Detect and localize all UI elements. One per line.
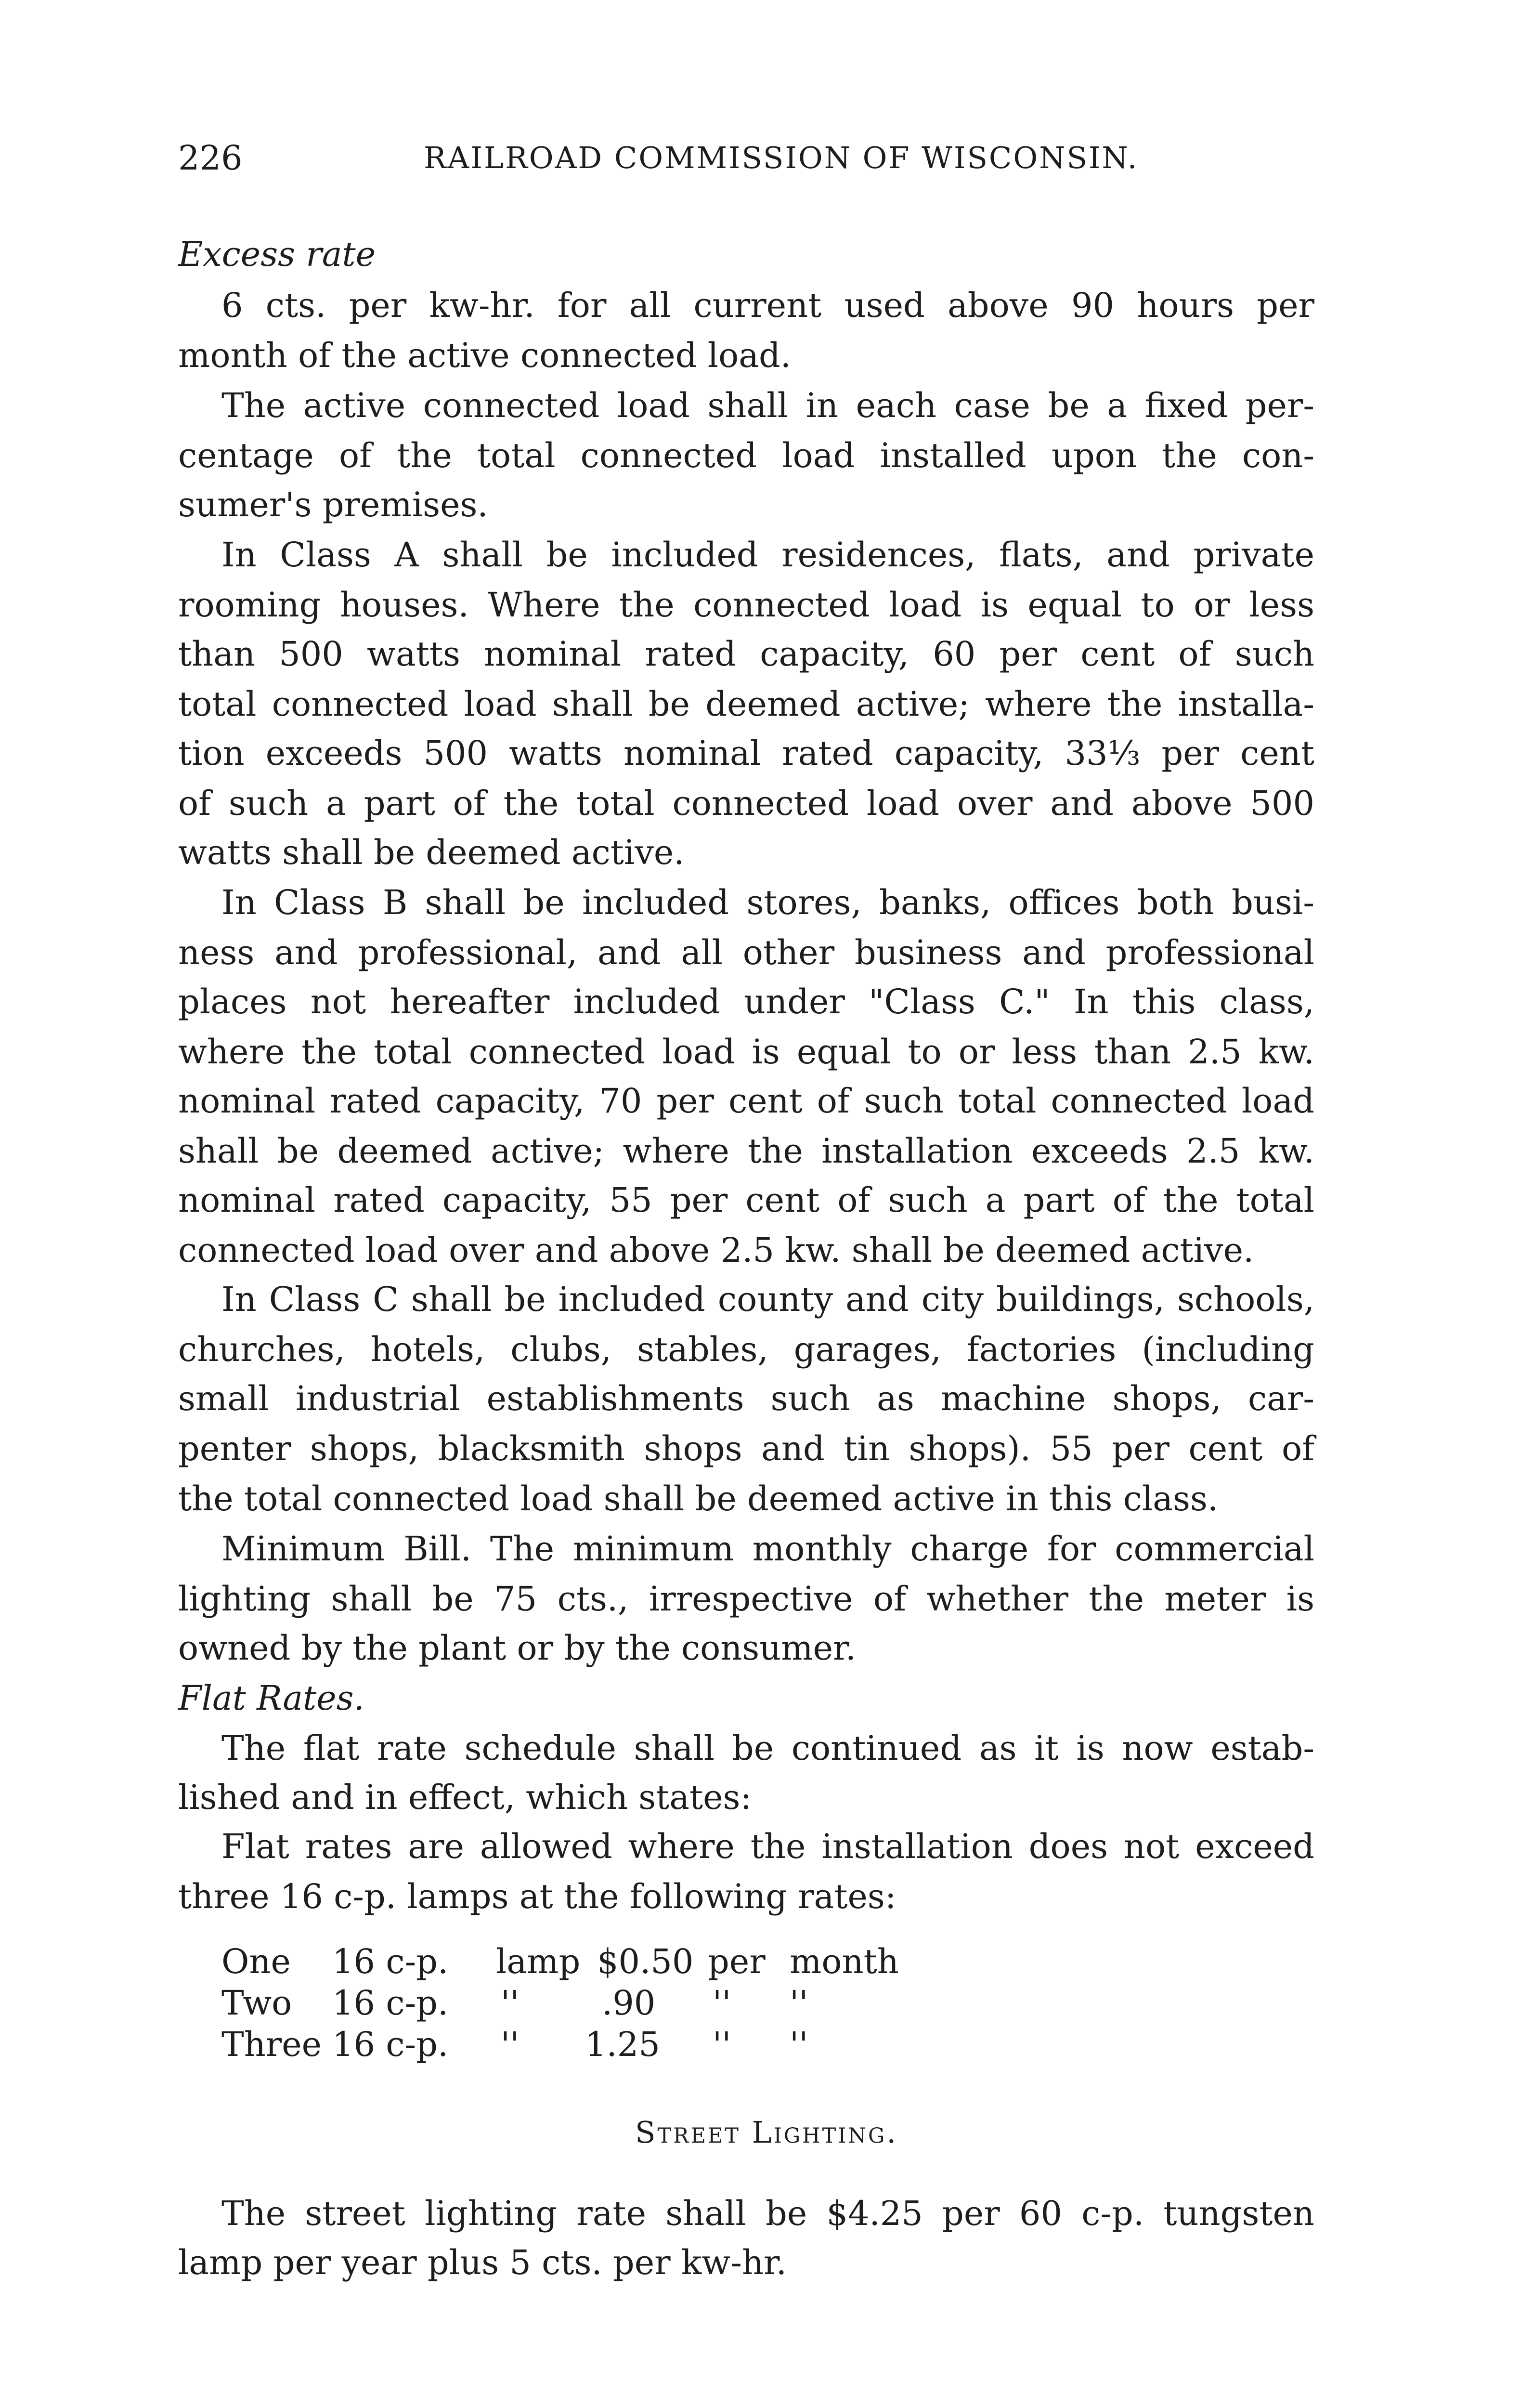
rate-cell: '' [713, 1983, 731, 2023]
running-title: RAILROAD COMMISSION OF WISCONSIN. [424, 140, 1139, 175]
text-line: small industrial establishments such as machine shops, car- [178, 1379, 1314, 1418]
text-line: churches, hotels, clubs, stables, garages, factories (including [178, 1330, 1314, 1369]
rate-cell: lamp [496, 1942, 581, 1981]
rate-cell: .90 [602, 1983, 656, 2023]
text-line: shall be deemed active; where the installation exceeds 2.5 kw. [178, 1131, 1314, 1171]
rate-cell: 16 c-p. [332, 1942, 449, 1981]
text-line: connected load over and above 2.5 kw. shall be deemed active. [178, 1230, 1254, 1270]
rate-cell: per [708, 1942, 766, 1981]
text-line: ness and professional, and all other business and professional [178, 933, 1314, 972]
rate-cell: One [221, 1942, 291, 1981]
text-line: month of the active connected load. [178, 336, 792, 375]
text-line: 6 cts. per kw-hr. for all current used above 90 hours per [221, 286, 1314, 325]
text-line: three 16 c-p. lamps at the following rates: [178, 1877, 896, 1916]
section-heading-flat-rates: Flat Rates. [178, 1678, 364, 1718]
rate-cell: '' [790, 2025, 808, 2064]
rate-cell: 1.25 [585, 2025, 660, 2064]
rate-cell: Three [221, 2025, 322, 2064]
text-line: tion exceeds 500 watts nominal rated capacity, 33⅓ per cent [178, 733, 1314, 773]
text-line: penter shops, blacksmith shops and tin shops). 55 per cent of [178, 1429, 1314, 1468]
text-line: lighting shall be 75 cts., irrespective of whether the meter is [178, 1579, 1314, 1619]
text-line: owned by the plant or by the consumer. [178, 1628, 857, 1668]
text-line: the total connected load shall be deemed active in this class. [178, 1479, 1219, 1518]
text-line: In Class B shall be included stores, banks, offices both busi- [221, 883, 1314, 922]
text-line: lished and in effect, which states: [178, 1778, 752, 1817]
rate-cell: '' [713, 2025, 731, 2064]
text-line: In Class C shall be included county and city buildings, schools, [221, 1280, 1314, 1319]
rate-cell: '' [501, 1983, 520, 2023]
text-line: lamp per year plus 5 cts. per kw-hr. [178, 2243, 787, 2282]
text-line: rooming houses. Where the connected load is equal to or less [178, 585, 1314, 625]
text-line: watts shall be deemed active. [178, 833, 685, 872]
text-line: where the total connected load is equal to or less than 2.5 kw. [178, 1032, 1314, 1072]
text-line: The flat rate schedule shall be continued as it is now estab- [221, 1728, 1314, 1768]
text-line: sumer's premises. [178, 485, 488, 524]
rate-cell: '' [790, 1983, 808, 2023]
text-line: of such a part of the total connected load over and above 500 [178, 784, 1314, 823]
rate-cell: month [790, 1942, 899, 1981]
rate-cell: $0.50 [597, 1942, 694, 1981]
text-line: Minimum Bill. The minimum monthly charge for commercial [221, 1529, 1314, 1569]
text-line: than 500 watts nominal rated capacity, 60 per cent of such [178, 634, 1314, 674]
text-line: In Class A shall be included residences, flats, and private [221, 535, 1314, 575]
text-line: centage of the total connected load installed upon the con- [178, 436, 1314, 475]
rate-cell: 16 c-p. [332, 2025, 449, 2064]
street-lighting-heading: Street Lighting. [635, 2115, 898, 2150]
section-heading-excess-rate: Excess rate [178, 235, 376, 274]
page-number: 226 [178, 138, 243, 178]
rate-cell: 16 c-p. [332, 1983, 449, 2023]
text-line: total connected load shall be deemed active; where the installa- [178, 684, 1314, 724]
text-line: nominal rated capacity, 70 per cent of such total connected load [178, 1081, 1314, 1121]
rate-cell: Two [221, 1983, 292, 2023]
rate-cell: '' [501, 2025, 520, 2064]
text-line: Flat rates are allowed where the installation does not exceed [221, 1827, 1314, 1866]
text-line: The active connected load shall in each case be a fixed per- [221, 386, 1314, 425]
text-line: places not hereafter included under "Class C." In this class, [178, 982, 1314, 1021]
text-line: The street lighting rate shall be $4.25 per 60 c-p. tungsten [221, 2194, 1314, 2233]
text-line: nominal rated capacity, 55 per cent of such a part of the total [178, 1180, 1314, 1220]
